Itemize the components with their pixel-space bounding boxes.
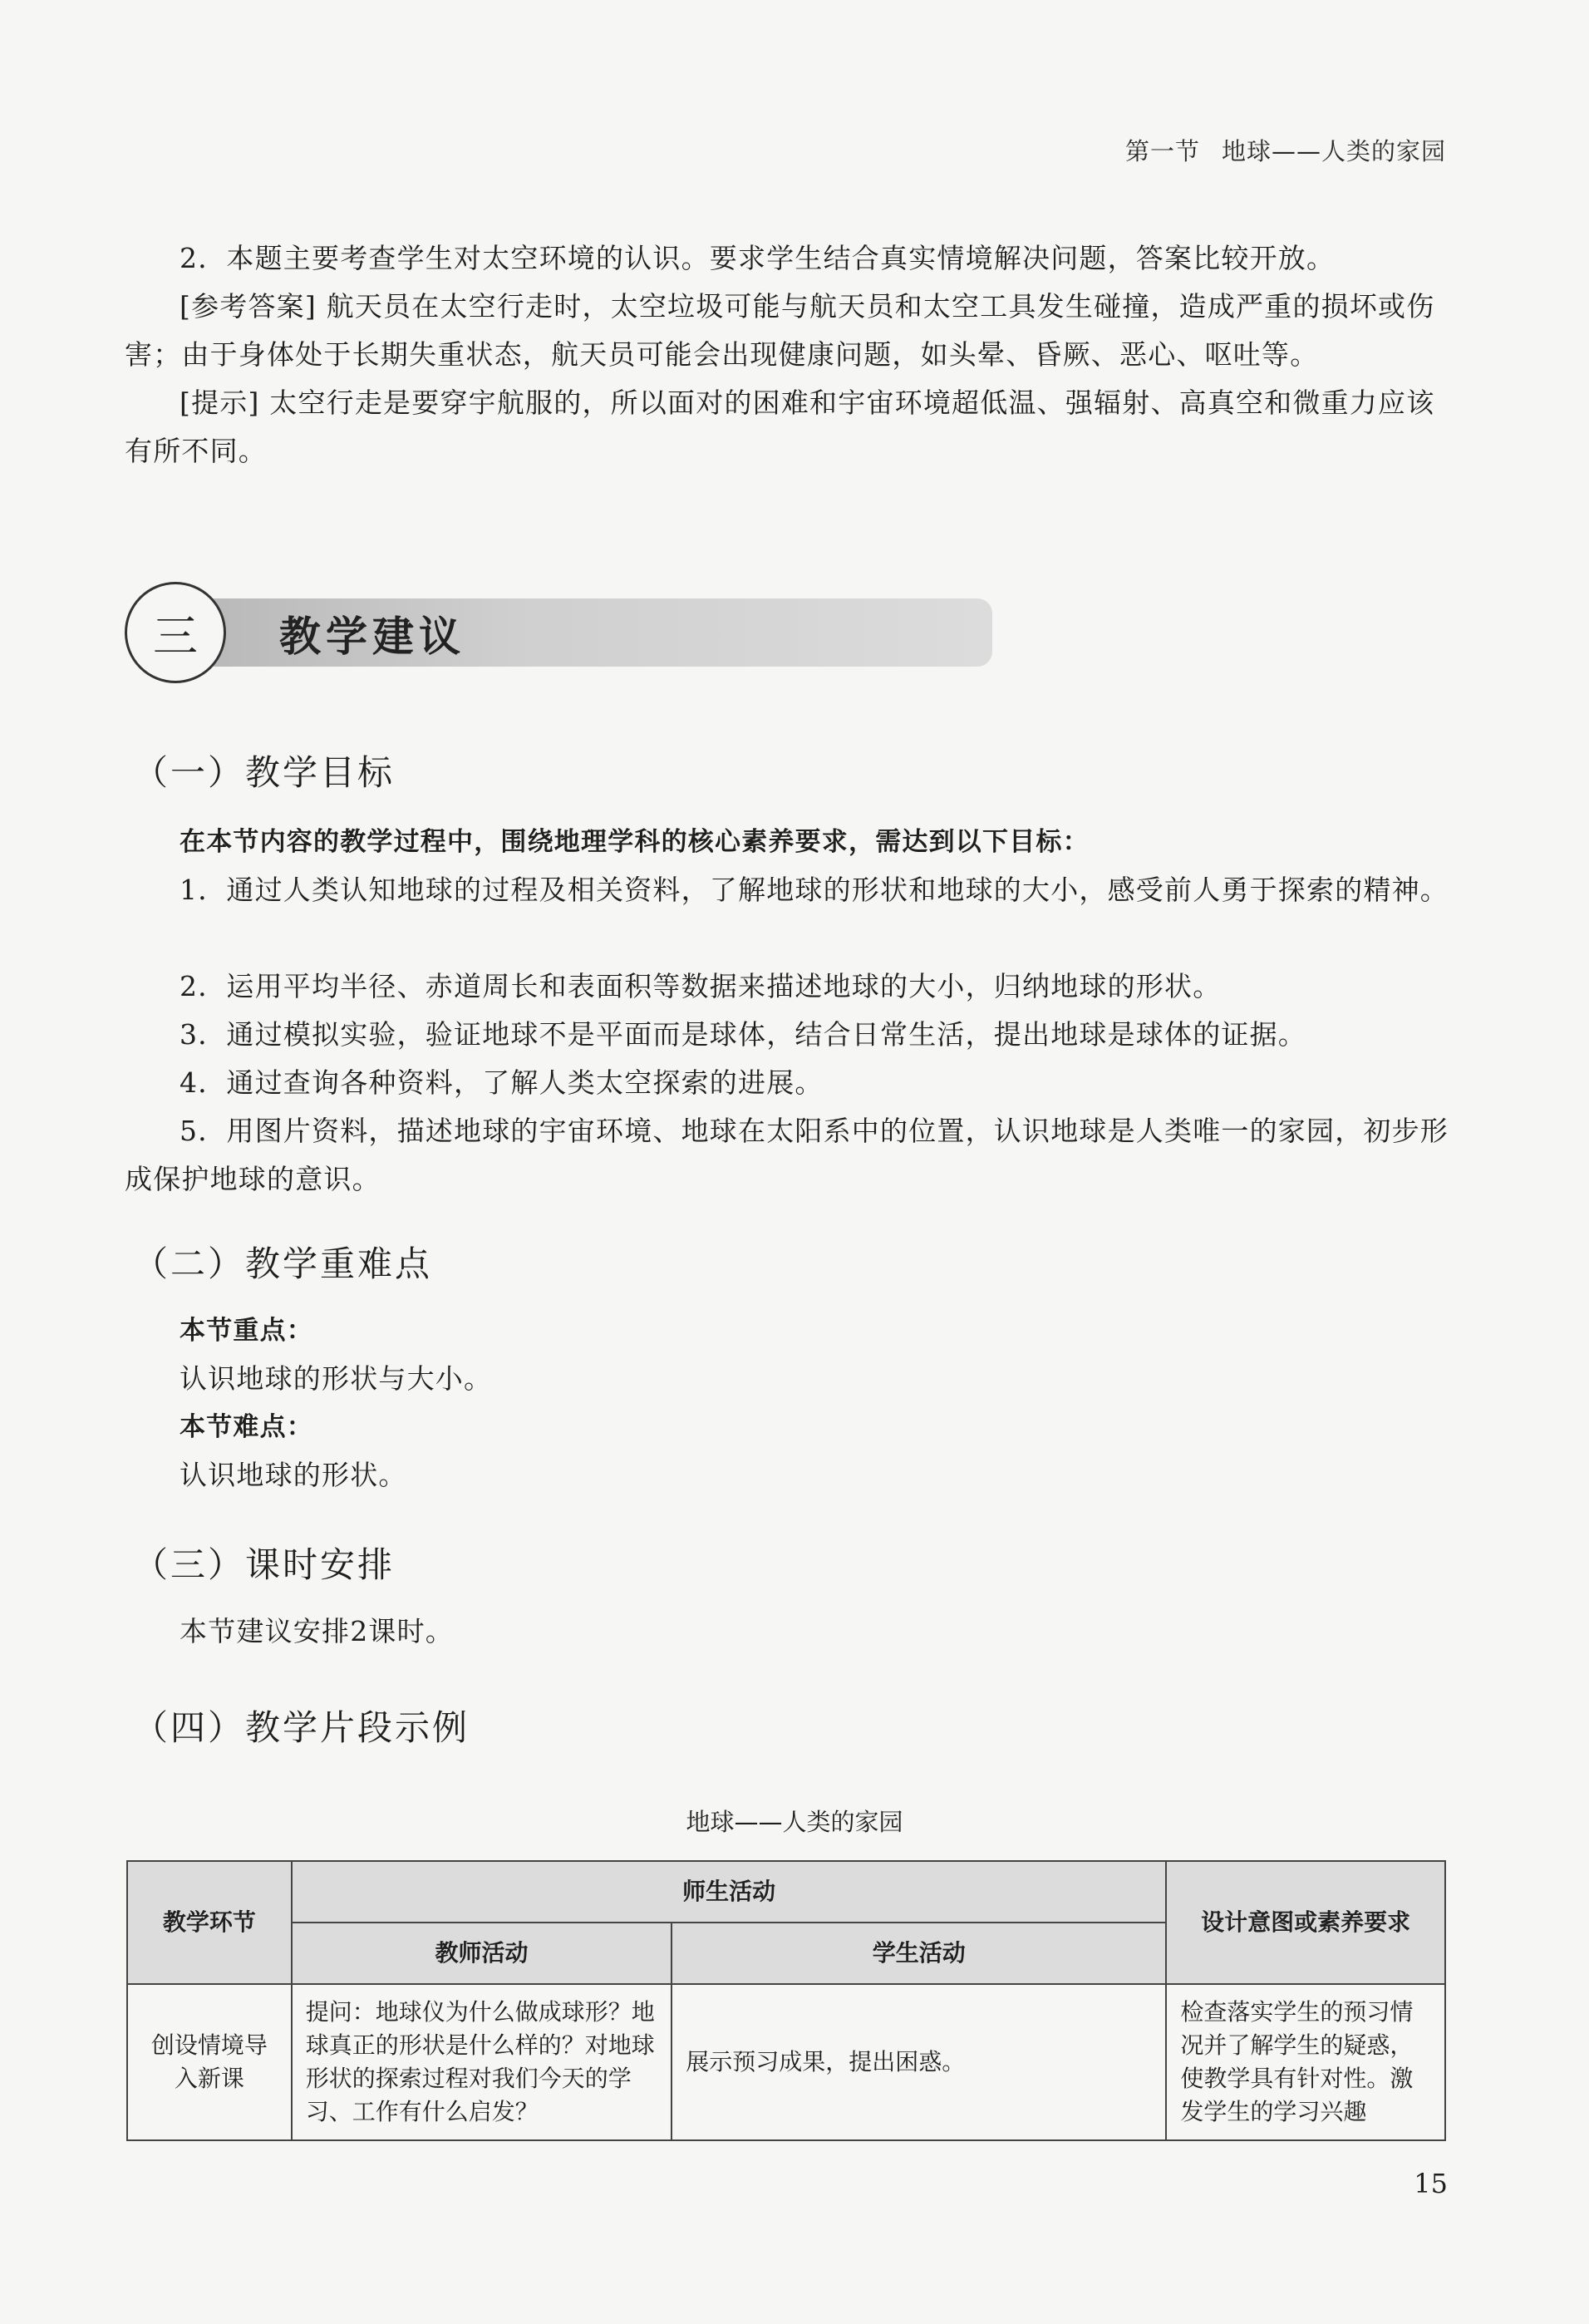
goal-item-5: 5．用图片资料，描述地球的宇宙环境、地球在太阳系中的位置，认识地球是人类唯一的家园，初步形成保护地球的意识。 (125, 1115, 1449, 1195)
col-intent: 设计意图或素养要求 (1166, 1861, 1445, 1984)
section-number: 三 (125, 582, 226, 683)
goal-item-2: 2．运用平均半径、赤道周长和表面积等数据来描述地球的大小，归纳地球的形状。 (180, 970, 1222, 1002)
goal-item-3: 3．通过模拟实验，验证地球不是平面而是球体，结合日常生活，提出地球是球体的证据。 (180, 1018, 1306, 1051)
focus-text: 认识地球的形状与大小。 (180, 1362, 493, 1395)
cell-stage: 创设情境导入新课 (127, 1984, 292, 2140)
answer-reference: [参考答案] 航天员在太空行走时，太空垃圾可能与航天员和太空工具发生碰撞，造成严重的损坏或伤害；由于身体处于长期失重状态，航天员可能会出现健康问题，如头晕、昏厥、恶心、呕吐等。 (125, 290, 1435, 371)
goals-heading: （一）教学目标 (133, 752, 396, 793)
table-header-row (127, 1861, 1445, 1923)
cell-student: 展示预习成果，提出困惑。 (672, 1984, 1166, 2140)
example-heading: （四）教学片段示例 (133, 1707, 470, 1748)
difficulty-label: 本节难点： (180, 1412, 313, 1442)
page-number: 15 (1414, 2168, 1448, 2199)
schedule-text: 本节建议安排2课时。 (180, 1615, 454, 1647)
col-activity: 师生活动 (292, 1861, 1167, 1923)
col-student: 学生活动 (672, 1923, 1166, 1984)
table-row (127, 1984, 1445, 2140)
goal-item-4: 4．通过查询各种资料，了解人类太空探索的进展。 (180, 1066, 824, 1099)
col-teacher: 教师活动 (292, 1923, 672, 1984)
difficulty-text: 认识地球的形状。 (180, 1459, 407, 1491)
goal-item-1: 1．通过人类认知地球的过程及相关资料，了解地球的形状和地球的大小，感受前人勇于探索的精神。 (180, 874, 1449, 906)
answer-q2: 2．本题主要考查学生对太空环境的认识。要求学生结合真实情境解决问题，答案比较开放。 (180, 242, 1336, 274)
col-stage: 教学环节 (127, 1861, 292, 1984)
section-title: 教学建议 (279, 613, 465, 661)
keypoints-heading: （二）教学重难点 (133, 1243, 433, 1284)
table-caption: 地球——人类的家园 (686, 1808, 903, 1836)
answer-hint: [提示] 太空行走是要穿宇航服的，所以面对的困难和宇宙环境超低温、强辐射、高真空和微重力应该有所不同。 (125, 387, 1435, 467)
cell-intent: 检查落实学生的预习情况并了解学生的疑惑，使教学具有针对性。激发学生的学习兴趣 (1166, 1984, 1445, 2140)
header-section: 第一节 (1124, 137, 1200, 165)
schedule-heading: （三）课时安排 (133, 1544, 396, 1585)
header-title: 地球——人类的家园 (1221, 137, 1446, 165)
focus-label: 本节重点： (180, 1316, 313, 1346)
cell-teacher: 提问：地球仪为什么做成球形？地球真正的形状是什么样的？对地球形状的探索过程对我们今天的学习、工作有什么启发？ (292, 1984, 672, 2140)
running-header (1125, 133, 1446, 167)
lesson-table (126, 1860, 1446, 2141)
section-banner (125, 582, 997, 685)
goals-intro: 在本节内容的教学过程中，围绕地理学科的核心素养要求，需达到以下目标： (180, 827, 1090, 857)
